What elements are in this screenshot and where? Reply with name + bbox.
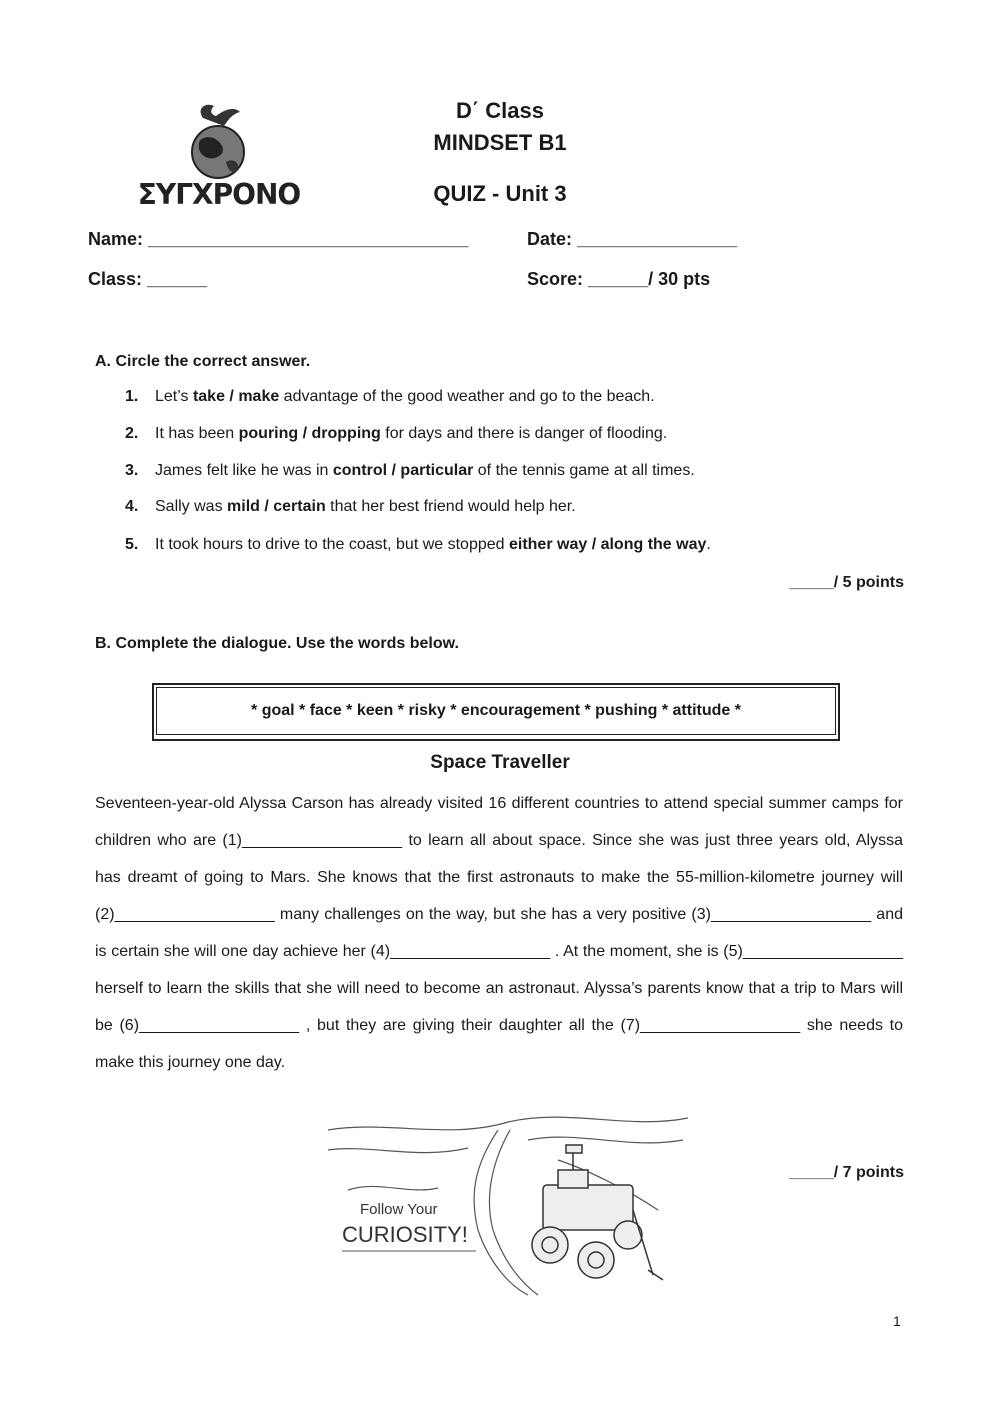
question-text: It took hours to drive to the coast, but we stopped — [155, 536, 509, 553]
question-text: of the tennis game at all times. — [473, 462, 695, 479]
class-title: D΄ Class — [455, 98, 545, 123]
story-text — [95, 785, 903, 1081]
name-field[interactable]: Name: ________________________________ — [88, 229, 469, 249]
score-field[interactable]: Score: ______/ 30 pts — [527, 269, 711, 289]
book-title: MINDSET B1 — [433, 130, 567, 155]
question-5 — [125, 536, 711, 554]
question-number: 4. — [125, 498, 139, 515]
answer-choices[interactable]: pouring / dropping — [238, 425, 381, 442]
date-field[interactable]: Date: ________________ — [527, 229, 738, 249]
answer-choices[interactable]: take / make — [192, 388, 280, 405]
question-text: for days and there is danger of flooding. — [380, 425, 668, 442]
page-number: 1 — [893, 1313, 901, 1329]
rover-illustration — [328, 1100, 688, 1300]
caption-line-1: Follow Your — [360, 1201, 438, 1218]
story-paragraph[interactable]: Seventeen-year-old Alyssa Carson has already visited 16 different countries to attend special summer camps for children who are (1)__________________ to learn all about space. Since she was just three years old, Alyssa has dreamt of going to Mars. She knows that the first astronauts to make the 55-million-kilometre journey will (2)__________________ many challenges on the way, but she has a very positive (3)__________________ and is certain she will one day achieve her (4)__________________ . At the moment, she is (5)__________________ herself to learn the skills that she will need to become an astronaut. Alyssa’s parents know that a trip to Mars will be (6)__________________ , but they are giving their daughter all the (7)__________________ she needs to make this journey one day. — [95, 795, 903, 1071]
logo-text: ΣΥΓΧΡΟΝΟ — [137, 178, 301, 211]
question-number: 5. — [125, 536, 139, 553]
answer-choices[interactable]: either way / along the way — [508, 536, 707, 553]
question-text: James felt like he was in — [155, 462, 333, 479]
question-number: 1. — [125, 388, 139, 405]
question-4 — [125, 498, 576, 516]
question-number: 3. — [125, 462, 139, 479]
section-b-heading: B. Complete the dialogue. Use the words below. — [95, 635, 459, 652]
section-b-points[interactable]: _____/ 7 points — [789, 1164, 904, 1181]
section-a-points[interactable]: _____/ 5 points — [789, 574, 904, 591]
question-text: . — [706, 536, 711, 553]
section-a-heading: A. Circle the correct answer. — [95, 353, 311, 370]
question-text: that her best friend would help her. — [325, 498, 576, 515]
question-number: 2. — [125, 425, 139, 442]
answer-choices[interactable]: control / particular — [332, 462, 474, 479]
caption-line-2: CURIOSITY! — [342, 1222, 468, 1247]
quiz-title: QUIZ - Unit 3 — [433, 181, 567, 206]
story-title: Space Traveller — [430, 752, 570, 773]
question-text: Let’s — [155, 388, 193, 405]
question-3 — [125, 462, 695, 480]
question-2 — [125, 425, 667, 443]
answer-choices[interactable]: mild / certain — [227, 498, 326, 515]
question-text: advantage of the good weather and go to the beach. — [279, 388, 655, 405]
question-text: Sally was — [155, 498, 228, 515]
question-text: It has been — [155, 425, 239, 442]
class-field[interactable]: Class: ______ — [88, 269, 208, 289]
word-list: * goal * face * keen * risky * encouragement * pushing * attitude * — [156, 687, 836, 735]
school-logo — [137, 100, 301, 215]
question-1 — [125, 388, 655, 406]
word-box — [152, 683, 840, 741]
